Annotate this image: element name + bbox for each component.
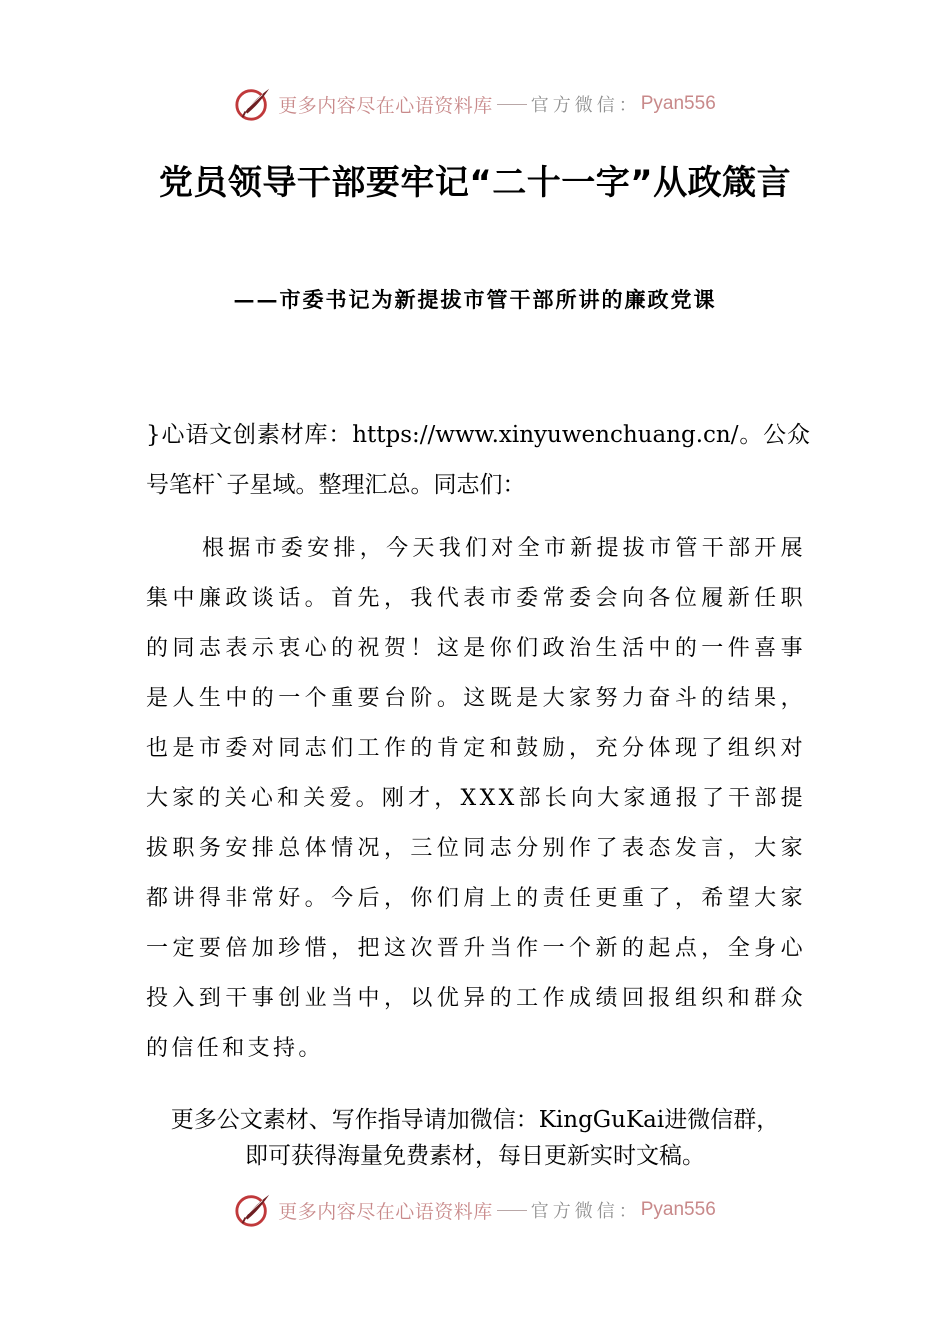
banner-main-text: 更多内容尽在心语资料库 [278, 94, 493, 117]
banner-divider [497, 1210, 527, 1211]
footer-note-line-1: 更多公文素材、写作指导请加微信：KingGuKai进微信群， [170, 1107, 780, 1133]
document-subtitle: ——市委书记为新提拔市管干部所讲的廉政党课 [233, 287, 717, 312]
quill-logo-icon [234, 85, 272, 123]
document-title: 党员领导干部要牢记“二十一字”从政箴言 [158, 163, 792, 203]
intro-paragraph: }心语文创素材库：https://www.xinyuwenchuang.cn/。公众号笔杆`子星域。整理汇总。同志们： [146, 422, 810, 498]
banner-wechat-id: Pyan556 [640, 93, 716, 114]
banner-wechat-id: Pyan556 [640, 1199, 716, 1220]
banner-main-text: 更多内容尽在心语资料库 [278, 1200, 493, 1223]
banner-divider [497, 104, 527, 105]
footer-note [140, 1102, 810, 1174]
footer-note-line-2: 即可获得海量免费素材，每日更新实时文稿。 [245, 1143, 705, 1169]
banner-wechat-label: 官方微信： [530, 95, 641, 116]
footer-banner [0, 1188, 950, 1232]
quill-logo-icon [234, 1191, 272, 1229]
body-paragraph: 根据市委安排，今天我们对全市新提拔市管干部开展集中廉政谈话。首先，我代表市委常委会向各位履新任职的同志表示衷心的祝贺！这是你们政治生活中的一件喜事是人生中的一个重要台阶。这既是大家努力奋斗的结果，也是市委对同志们工作的肯定和鼓励，充分体现了组织对大家的关心和关爱。刚才，XXX部长向大家通报了干部提拔职务安排总体情况，三位同志分别作了表态发言，大家都讲得非常好。今后，你们肩上的责任更重了，希望大家一定要倍加珍惜，把这次晋升当作一个新的起点，全身心投入到干事创业当中，以优异的工作成绩回报组织和群众的信任和支持。 [146, 536, 806, 1061]
banner-wechat-label: 官方微信： [530, 1201, 641, 1222]
header-banner [0, 82, 950, 126]
